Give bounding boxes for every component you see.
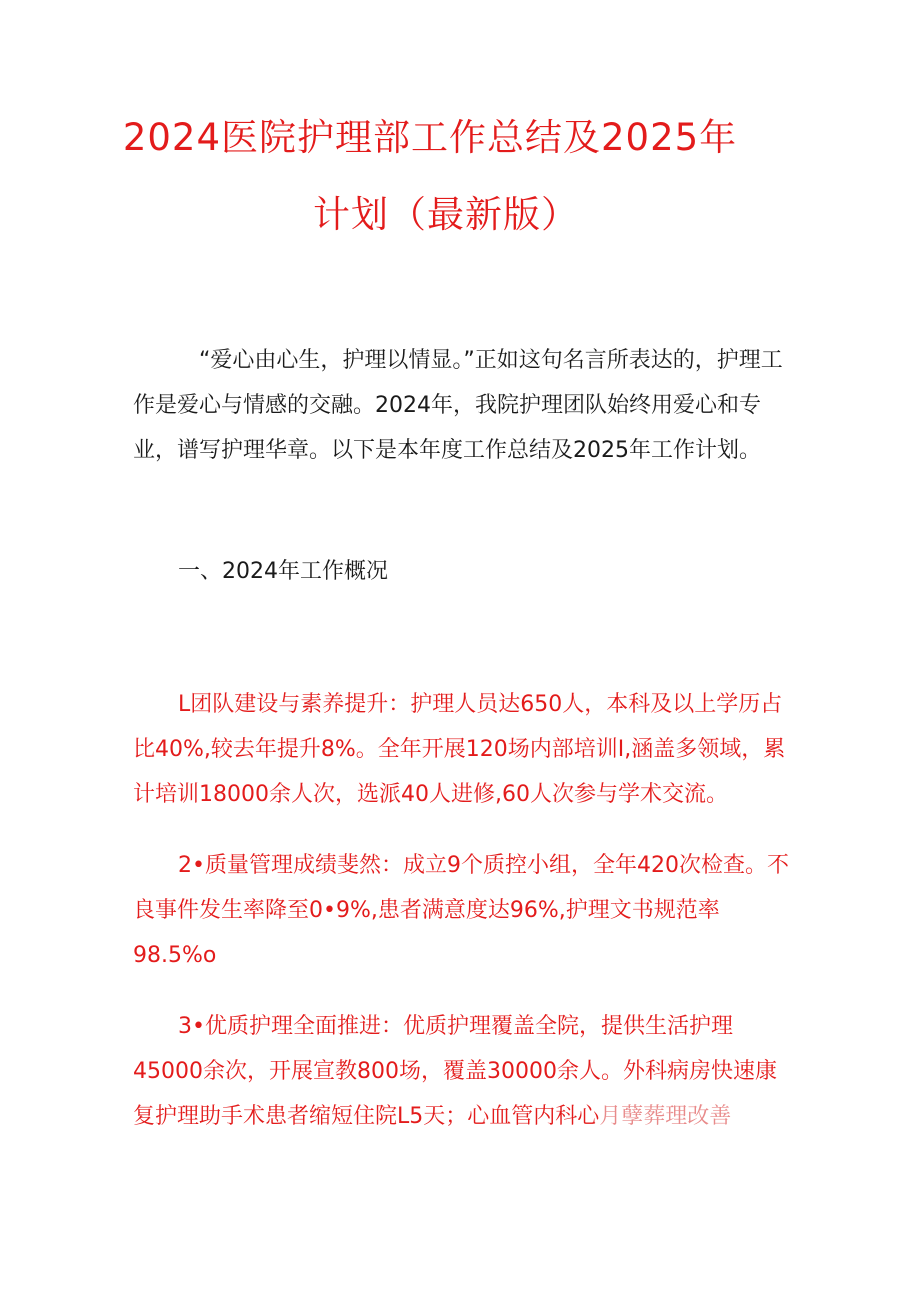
section-item-1-text: L团队建设与素养提升：护理人员达650人，本科及以上学历占比40%,较去年提升8%。全年开展120场内部培训I,涵盖多领域，累计培训18000余人次，选派40人进修,60人次参与学术交流。 [133, 692, 786, 807]
intro-text: “爱心由心生，护理以情显。”正如这句名言所表达的，护理工作是爱心与情感的交融。2024年，我院护理团队始终用爱心和专业，谱写护理华章。以下是本年度工作总结及2025年工作计划。 [133, 348, 783, 463]
document-title-line-1: 2024医院护理部工作总结及2025年 [122, 116, 738, 159]
section-item-1 [133, 682, 793, 817]
section-item-2-text: 2•质量管理成绩斐然：成立9个质控小组，全年420次检查。不良事件发生率降至0•9%,患者满意度达96%,护理文书规范率98.5%o [133, 853, 789, 968]
section-item-3 [133, 1004, 793, 1139]
document-title-line-2: 计划（最新版） [313, 193, 579, 236]
section-item-3-text: 3•优质护理全面推进：优质护理覆盖全院，提供生活护理45000余次，开展宣教800场，覆盖30000余人。外科病房快速康复护理助手术患者缩短住院L5天；心血管内科心 [133, 1014, 777, 1129]
section-heading: 一、2024年工作概况 [178, 559, 388, 584]
section-item-3-faded-tail: 月孽葬理改善 [599, 1104, 732, 1129]
intro-paragraph [133, 338, 793, 473]
section-item-2 [133, 843, 793, 978]
